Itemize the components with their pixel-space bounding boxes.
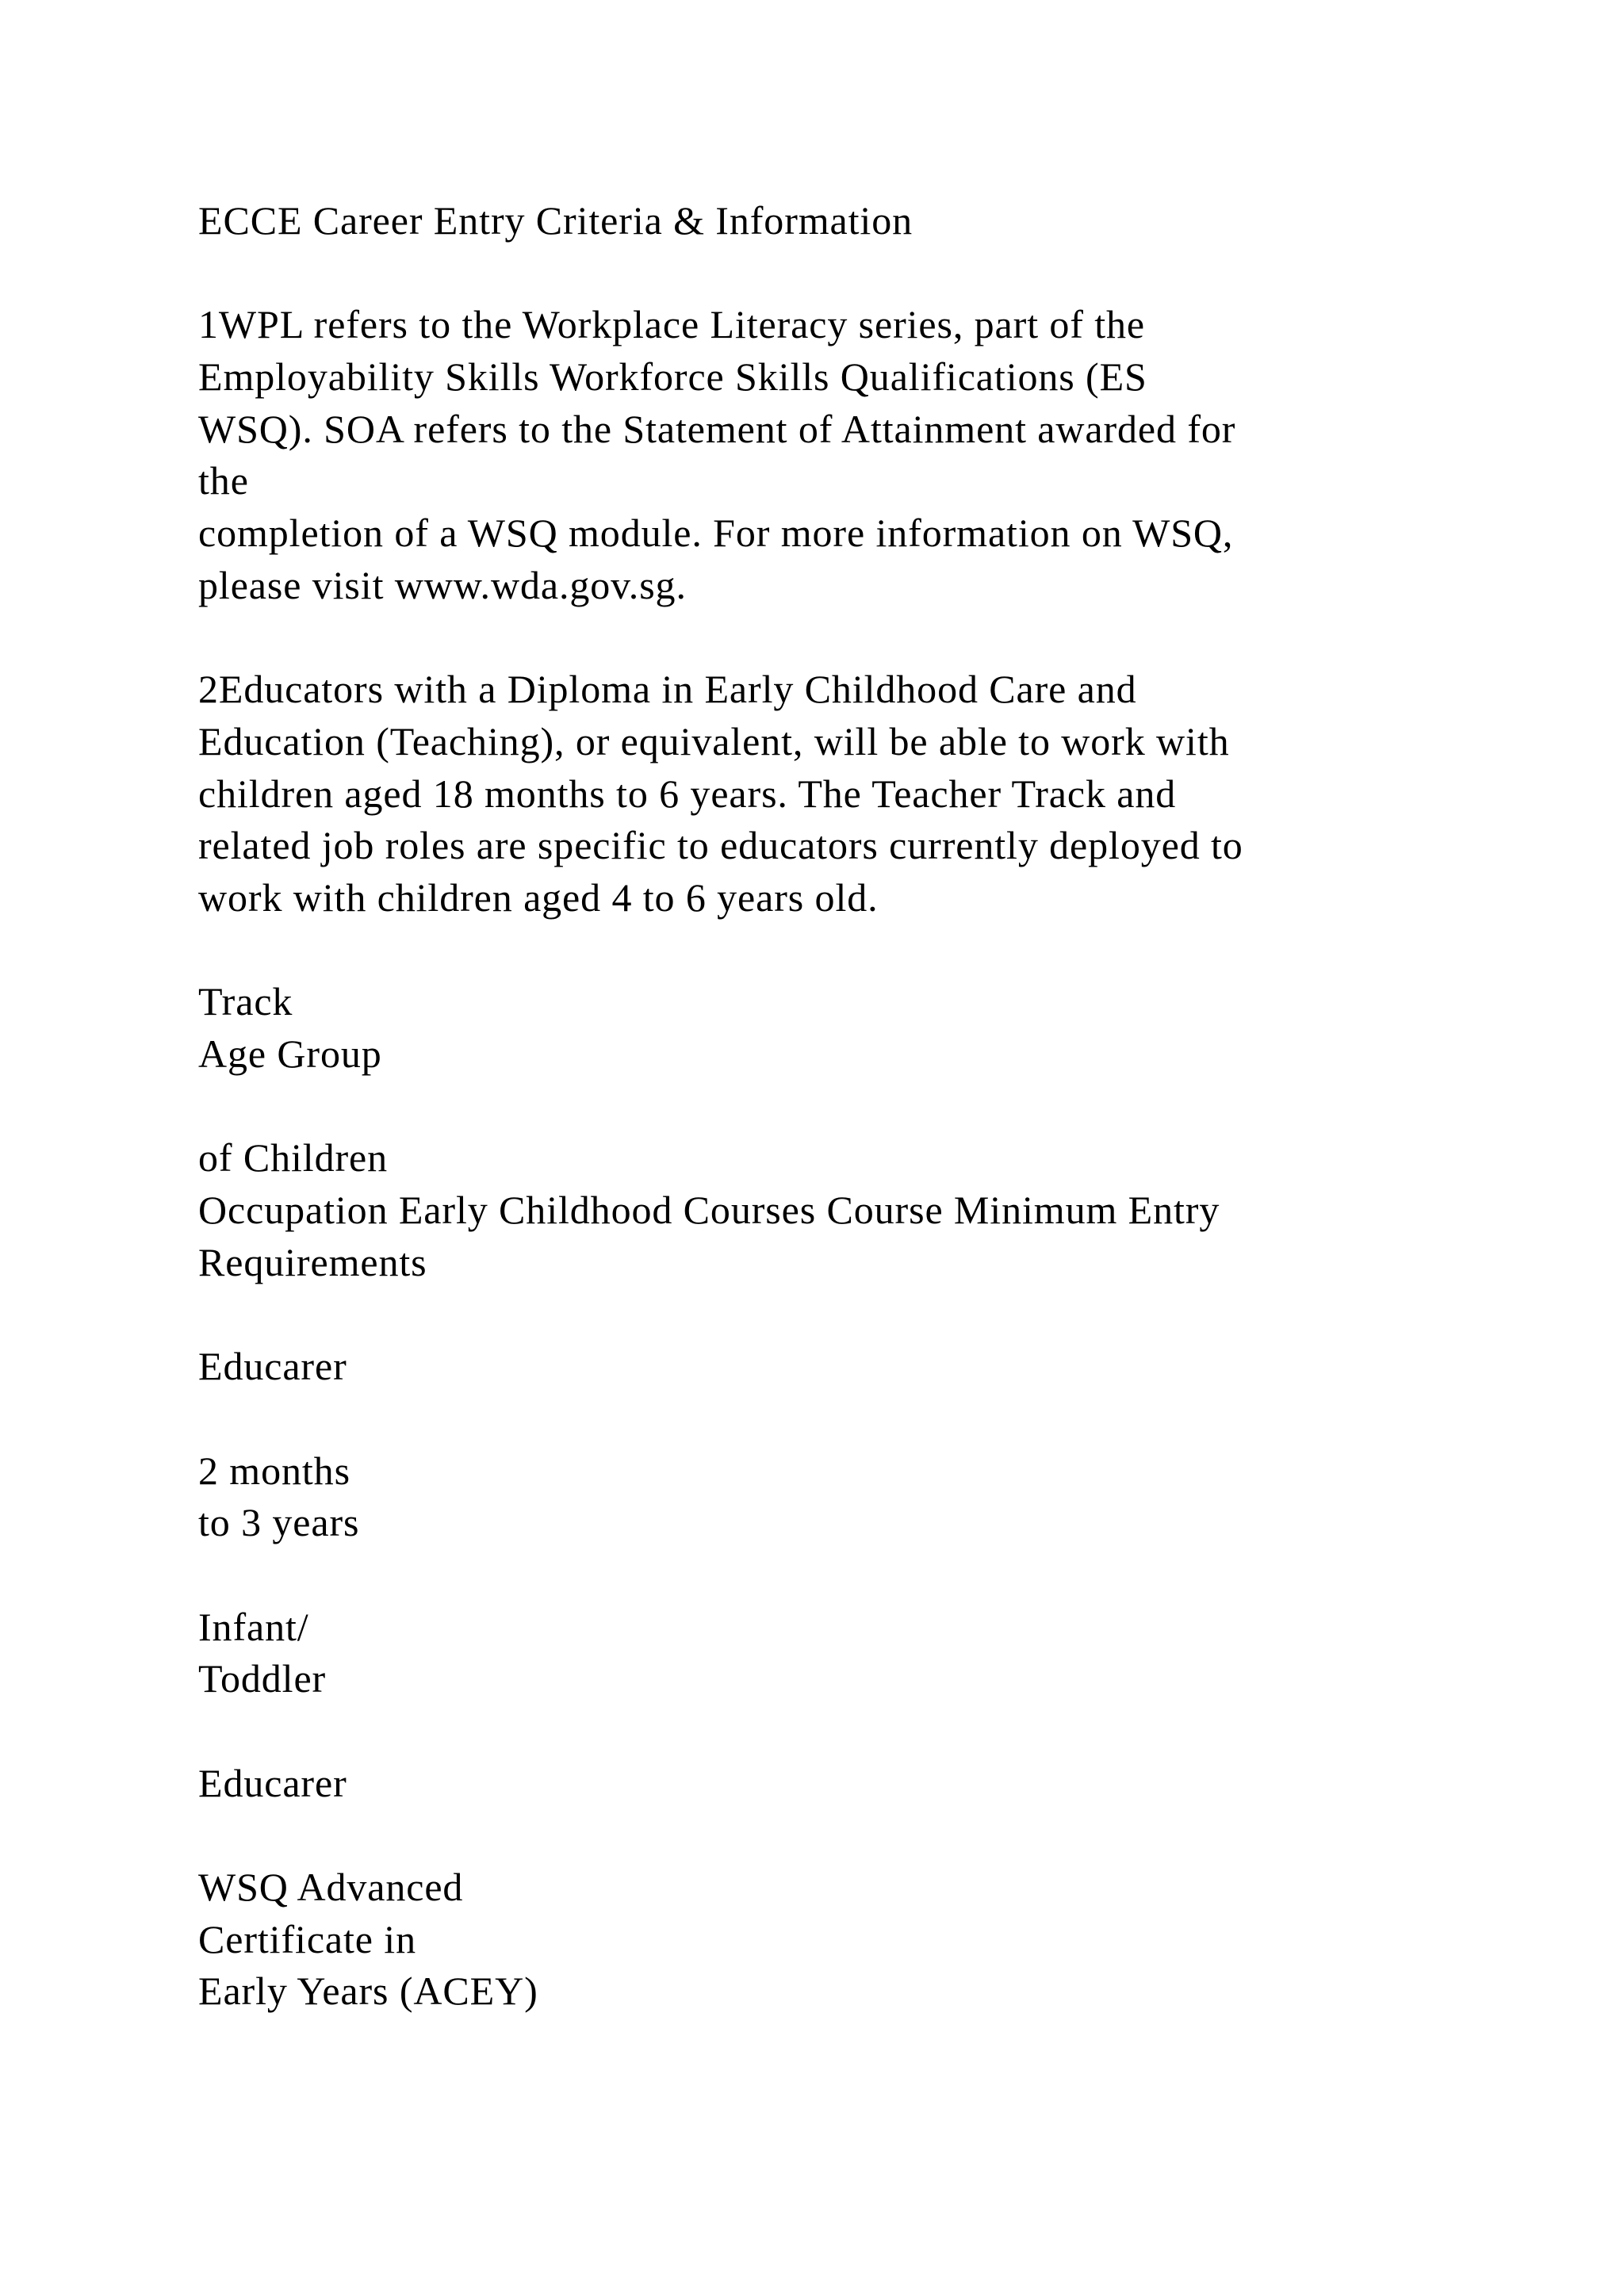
footnote-2-line-5: work with children aged 4 to 6 years old. (198, 874, 879, 920)
track-value: Educarer (198, 1344, 347, 1389)
footnote-2-line-4: related job roles are specific to educators currently deployed to (198, 823, 1243, 868)
footnote-1-line-3: WSQ). SOA refers to the Statement of Attainment awarded for (198, 406, 1236, 451)
blank-line (198, 1809, 1546, 1862)
age-group-line-2: to 3 years (198, 1500, 360, 1545)
course-line-3: Early Years (ACEY) (198, 1969, 538, 2014)
blank-line (198, 1393, 1546, 1445)
footnote-1-line-2: Employability Skills Workforce Skills Qualifications (ES (198, 354, 1147, 400)
age-category-line-2: Toddler (198, 1656, 327, 1701)
header-of-children: of Children (198, 1135, 389, 1181)
course-line-1: WSQ Advanced (198, 1865, 464, 1909)
blank-line (198, 1705, 1546, 1758)
blank-line (198, 1081, 1546, 1133)
footnote-1-line-5: completion of a WSQ module. For more information on WSQ, (198, 511, 1234, 556)
age-category-line-1: Infant/ (198, 1604, 309, 1649)
blank-line (198, 924, 1546, 977)
blank-line (198, 1549, 1546, 1601)
course-line-2: Certificate in (198, 1916, 416, 1961)
footnote-2-line-1: 2Educators with a Diploma in Early Childhood Care and (198, 667, 1137, 712)
age-group-line-1: 2 months (198, 1448, 350, 1493)
footnote-1-line-4: the (198, 458, 249, 503)
header-columns: Occupation Early Childhood Courses Course Minimum Entry (198, 1188, 1220, 1233)
blank-line (198, 1288, 1546, 1341)
blank-line (198, 247, 1546, 300)
document-title: ECCE Career Entry Criteria & Information (198, 198, 914, 243)
blank-line (198, 612, 1546, 664)
footnote-2-line-3: children aged 18 months to 6 years. The Teacher Track and (198, 771, 1177, 816)
footnote-1-line-6: please visit www.wda.gov.sg. (198, 562, 687, 607)
footnote-1-line-1: 1WPL refers to the Workplace Literacy series, part of the (198, 302, 1146, 347)
occupation-value: Educarer (198, 1760, 347, 1805)
footnote-2-line-2: Education (Teaching), or equivalent, will be able to work with (198, 718, 1230, 763)
header-age-group: Age Group (198, 1031, 382, 1076)
header-requirements: Requirements (198, 1239, 427, 1284)
header-track: Track (198, 979, 293, 1024)
document-body (198, 195, 1546, 2018)
